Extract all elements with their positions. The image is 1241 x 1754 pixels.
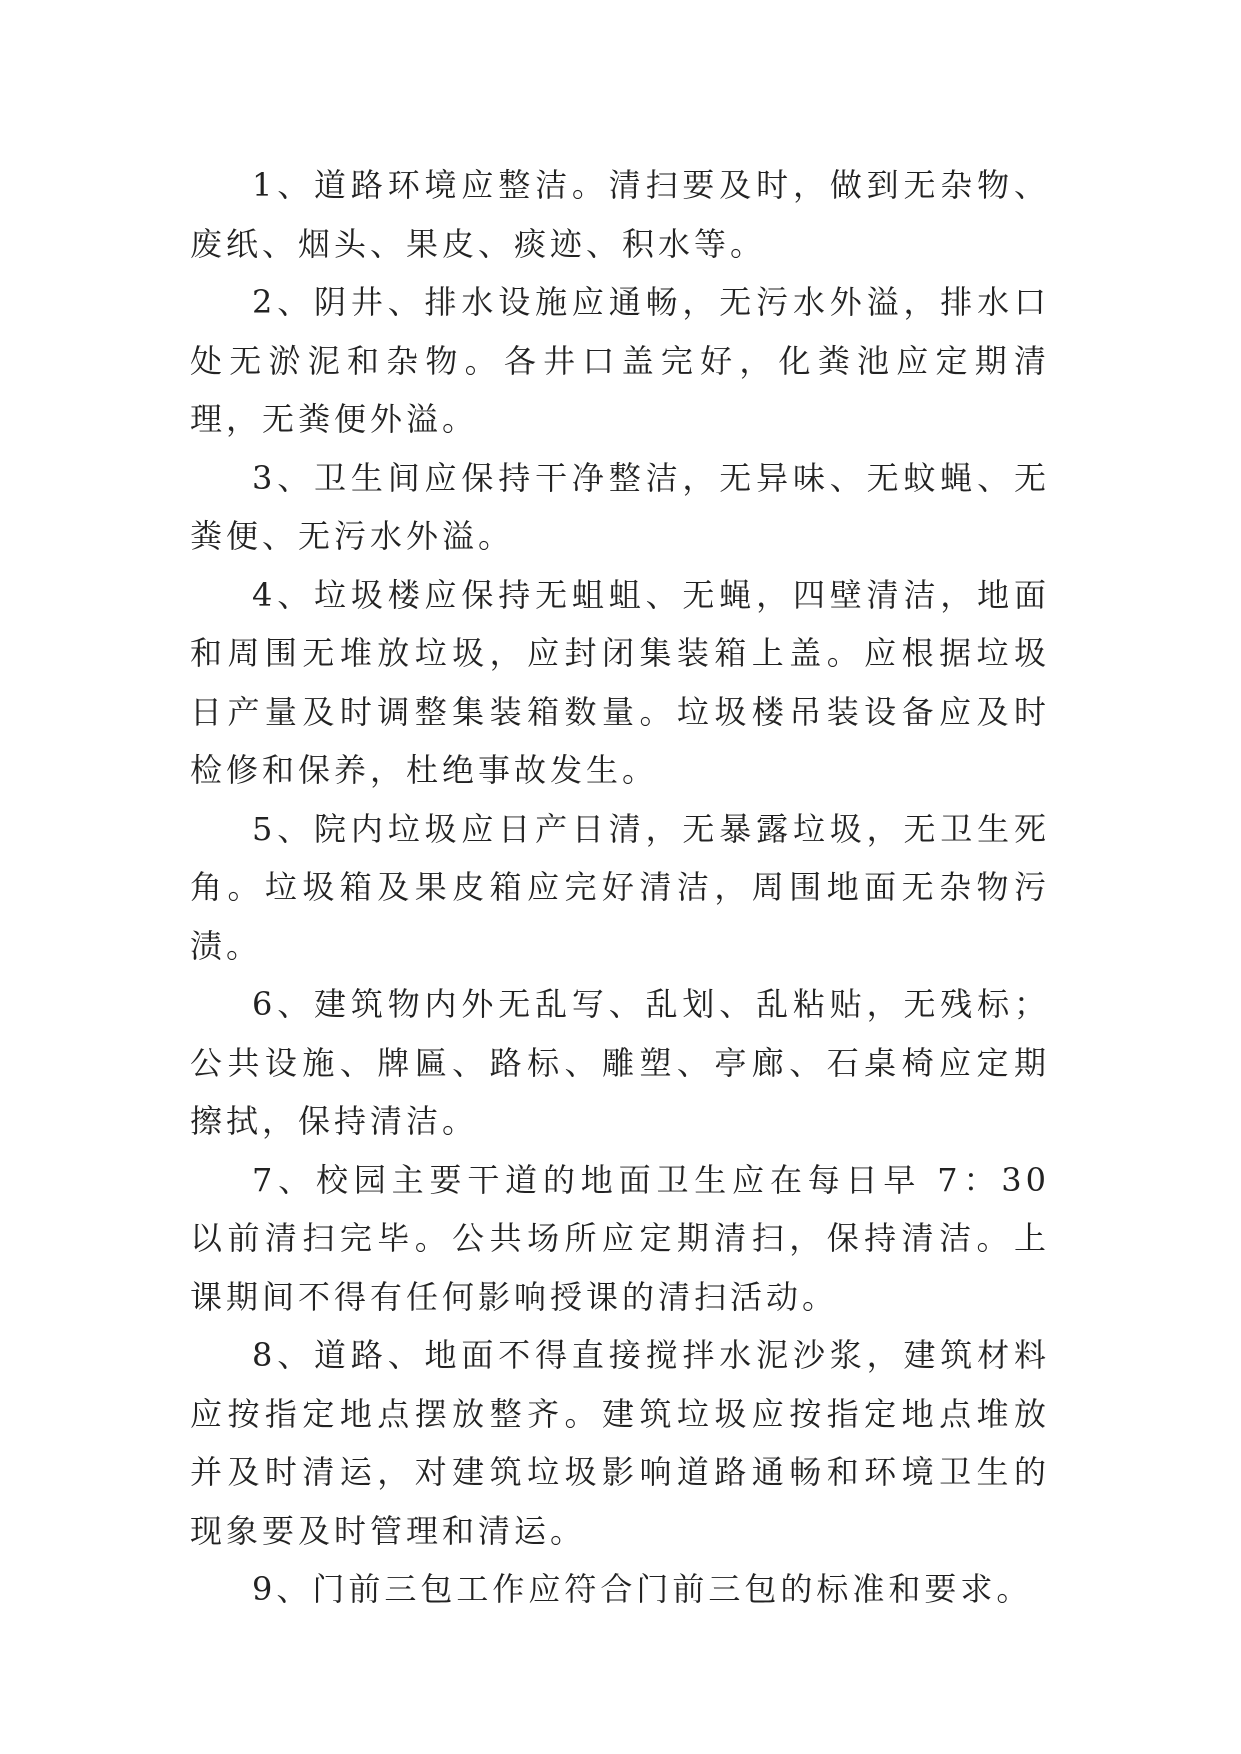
paragraph-rule-2: 2、阴井、排水设施应通畅，无污水外溢，排水口处无淤泥和杂物。各井口盖完好，化粪池应定期清理，无粪便外溢。: [190, 283, 1050, 438]
paragraph-rule-1: 1、道路环境应整洁。清扫要及时，做到无杂物、废纸、烟头、果皮、痰迹、积水等。: [190, 166, 1050, 263]
paragraph-rule-6: 6、建筑物内外无乱写、乱划、乱粘贴，无残标；公共设施、牌匾、路标、雕塑、亭廊、石桌椅应定期擦拭，保持清洁。: [190, 985, 1050, 1140]
paragraph-rule-9: 9、门前三包工作应符合门前三包的标准和要求。: [252, 1570, 1033, 1608]
paragraph-rule-7: 7、校园主要干道的地面卫生应在每日早 7：30 以前清扫完毕。公共场所应定期清扫，保持清洁。上课期间不得有任何影响授课的清扫活动。: [190, 1160, 1050, 1316]
paragraph-rule-8: 8、道路、地面不得直接搅拌水泥沙浆，建筑材料应按指定地点摆放整齐。建筑垃圾应按指定地点堆放并及时清运，对建筑垃圾影响道路通畅和环境卫生的现象要及时管理和清运。: [190, 1336, 1050, 1550]
paragraph-rule-3: 3、卫生间应保持干净整洁，无异味、无蚊蝇、无粪便、无污水外溢。: [190, 458, 1050, 555]
paragraph-rule-5: 5、院内垃圾应日产日清，无暴露垃圾，无卫生死角。垃圾箱及果皮箱应完好清洁，周围地面无杂物污渍。: [190, 809, 1050, 965]
paragraph-rule-4: 4、垃圾楼应保持无蛆蛆、无蝇，四壁清洁，地面和周围无堆放垃圾，应封闭集装箱上盖。应根据垃圾日产量及时调整集装箱数量。垃圾楼吊装设备应及时检修和保养，杜绝事故发生。: [190, 575, 1050, 789]
document-body: [190, 156, 1050, 1619]
